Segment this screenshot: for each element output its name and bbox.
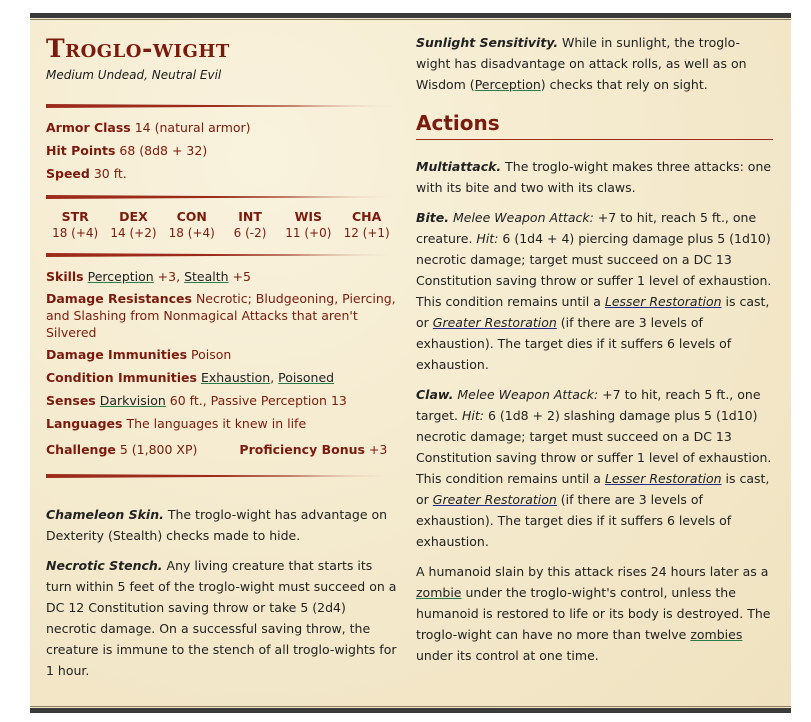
- damage-immunities: Damage Immunities Poison: [46, 347, 232, 362]
- condition-immunities: Condition Immunities Exhaustion, Poisoned: [46, 370, 335, 385]
- ability-wis: WIS 11 (+0): [285, 209, 332, 240]
- zombies-link[interactable]: zombies: [690, 627, 743, 642]
- ability-int: INT 6 (-2): [233, 209, 267, 240]
- monster-meta: Medium Undead, Neutral Evil: [46, 68, 222, 82]
- hit-points: Hit Points 68 (8d8 + 32): [46, 143, 208, 158]
- speed: Speed 30 ft.: [46, 166, 127, 181]
- stat-block: [30, 13, 791, 713]
- languages: Languages The languages it knew in life: [46, 416, 307, 431]
- damage-resistances: Damage Resistances Necrotic; Bludgeoning, Piercing, and Slashing from Nonmagical Attacks that aren't Silvered: [46, 291, 396, 340]
- exhaustion-link[interactable]: Exhaustion: [200, 370, 271, 385]
- proficiency-bonus: Proficiency Bonus +3: [239, 442, 388, 457]
- greater-restoration-link[interactable]: Greater Restoration: [432, 315, 557, 330]
- zombie-link[interactable]: zombie: [416, 585, 462, 600]
- left-column: [46, 32, 398, 681]
- ability-dex: DEX 14 (+2): [110, 209, 157, 240]
- perception-link[interactable]: Perception: [474, 77, 541, 92]
- trait-chameleon-skin: Chameleon Skin. The troglo-wight has advantage on Dexterity (Stealth) checks made to hide.: [46, 507, 388, 543]
- action-claw: Claw. Melee Weapon Attack: +7 to hit, reach 5 ft., one target. Hit: 6 (1d8 + 2) slashing damage plus 5 (1d10) necrotic damage; target must succeed on a DC 13 Constitution saving throw or suffer 1 level of exhaustion. This condition remains until a Lesser Restoration is cast, or Greater Restoration (if there are 3 levels of exhaustion). The target dies if it suffers 6 levels of exhaustion.: [416, 387, 772, 549]
- ability-cha: CHA 12 (+1): [343, 209, 390, 240]
- trait-necrotic-stench: Necrotic Stench. Any living creature that starts its turn within 5 feet of the troglo-wight must succeed on a DC 12 Constitution saving throw or take 5 (2d4) necrotic damage. On a successful saving throw, the creature is immune to the stench of all troglo-wights for 1 hour.: [46, 558, 397, 678]
- stealth-link[interactable]: Stealth: [184, 269, 229, 284]
- monster-name: Troglo-wight: [46, 34, 230, 63]
- action-rise: A humanoid slain by this attack rises 24 hours later as a zombie under the troglo-wight's control, unless the humanoid is restored to life or its body is destroyed. The troglo-wight can have no more than twelve zombies under its control at one time.: [416, 564, 771, 663]
- challenge: Challenge 5 (1,800 XP): [46, 442, 198, 457]
- lesser-restoration-link[interactable]: Lesser Restoration: [604, 471, 722, 486]
- ability-scores: [46, 209, 396, 241]
- actions-heading: Actions: [416, 111, 773, 140]
- senses: Senses Darkvision 60 ft., Passive Perception 13: [46, 393, 347, 408]
- ability-str: STR 18 (+4): [52, 209, 99, 240]
- lesser-restoration-link[interactable]: Lesser Restoration: [604, 294, 722, 309]
- darkvision-link[interactable]: Darkvision: [99, 393, 166, 408]
- action-multiattack: Multiattack. The troglo-wight makes three attacks: one with its bite and two with its claws.: [416, 159, 772, 195]
- action-bite: Bite. Melee Weapon Attack: +7 to hit, reach 5 ft., one creature. Hit: 6 (1d4 + 4) piercing damage plus 5 (1d10) necrotic damage; target must succeed on a DC 13 Constitution saving throw or suffer 1 level of exhaustion. This condition remains until a Lesser Restoration is cast, or Greater Restoration (if there are 3 levels of exhaustion). The target dies if it suffers 6 levels of exhaustion.: [416, 210, 772, 372]
- perception-link[interactable]: Perception: [87, 269, 154, 284]
- divider: [46, 195, 396, 199]
- divider: [46, 253, 396, 257]
- armor-class: Armor Class 14 (natural armor): [46, 120, 251, 135]
- trait-sunlight-sensitivity: Sunlight Sensitivity. While in sunlight, the troglo-wight has disadvantage on attack rolls, as well as on Wisdom (Perception) checks that rely on sight.: [416, 35, 747, 92]
- divider: [46, 474, 396, 478]
- right-column: [416, 32, 773, 666]
- poisoned-link[interactable]: Poisoned: [278, 370, 335, 385]
- divider: [46, 104, 396, 108]
- greater-restoration-link[interactable]: Greater Restoration: [432, 492, 557, 507]
- ability-con: CON 18 (+4): [168, 209, 215, 240]
- skills: Skills Perception +3, Stealth +5: [46, 269, 251, 284]
- challenge-row: [46, 441, 398, 458]
